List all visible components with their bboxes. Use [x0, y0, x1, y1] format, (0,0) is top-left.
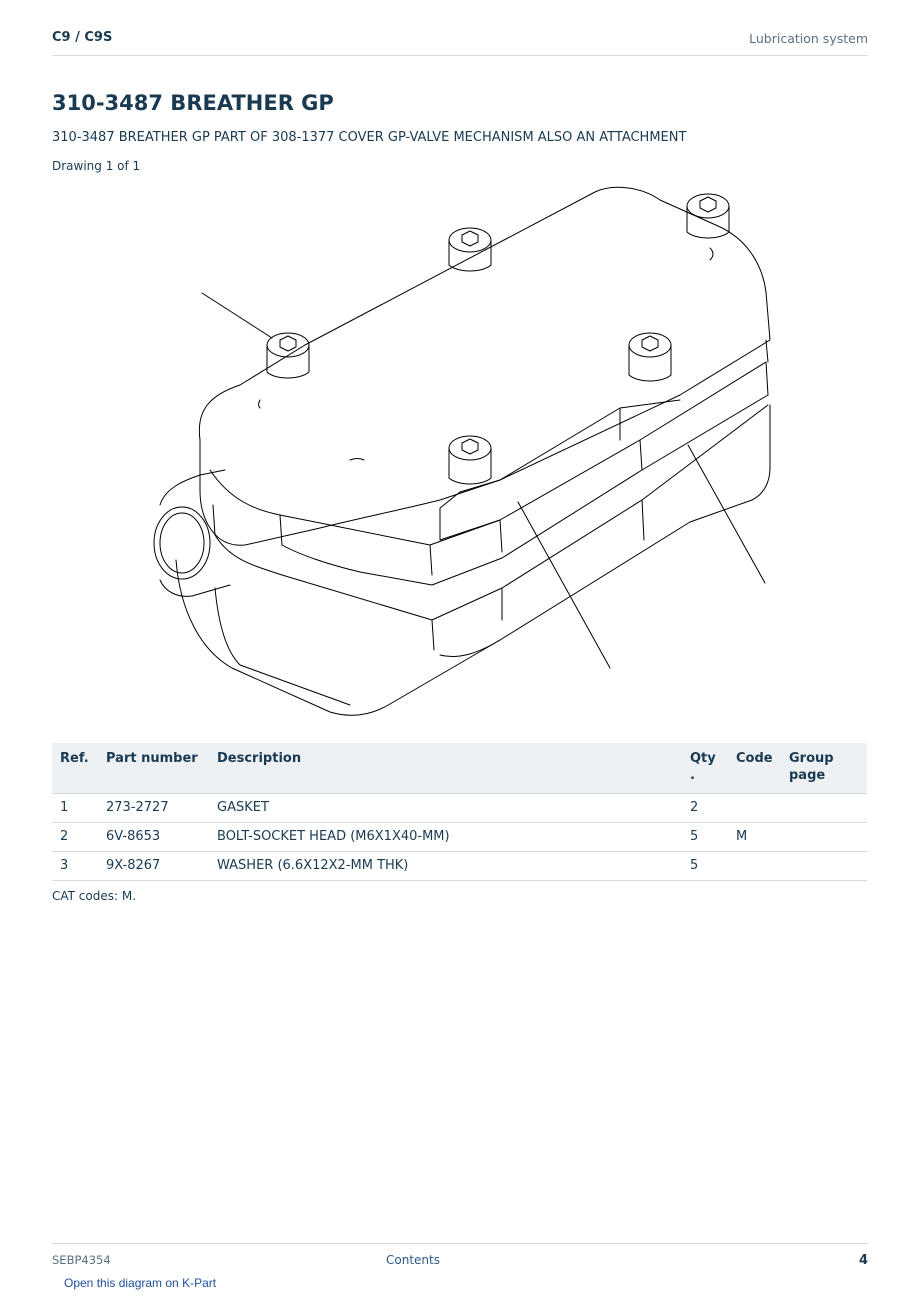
bolt-2 — [449, 228, 491, 271]
cell-qty: 5 — [682, 852, 728, 881]
leader-line-gasket-lower — [518, 502, 610, 668]
cell-code: M — [728, 823, 781, 852]
cell-part-number: 6V-8653 — [98, 823, 209, 852]
header-ref: Ref. — [52, 743, 98, 794]
header-group-page — [781, 743, 867, 794]
page-number: 4 — [858, 1253, 868, 1268]
leader-line-gasket-upper — [688, 445, 765, 583]
cell-group-page — [781, 794, 867, 823]
cell-ref: 1 — [52, 794, 98, 823]
bolt-5 — [449, 436, 491, 484]
cell-ref: 2 — [52, 823, 98, 852]
page-title: 310-3487 BREATHER GP — [52, 91, 334, 115]
drawing-count: Drawing 1 of 1 — [52, 159, 141, 173]
document-id: SEBP4354 — [52, 1253, 111, 1267]
cell-qty: 5 — [682, 823, 728, 852]
table-header-row — [52, 743, 867, 794]
bolt-heads — [267, 194, 729, 484]
cell-code — [728, 852, 781, 881]
table-row — [52, 794, 867, 823]
part-subtitle: 310-3487 BREATHER GP PART OF 308-1377 COVER GP-VALVE MECHANISM ALSO AN ATTACHMENT — [52, 130, 687, 145]
leader-lines — [202, 293, 765, 668]
cell-group-page — [781, 852, 867, 881]
header-group-line2: page — [789, 768, 826, 783]
table-row — [52, 852, 867, 881]
parts-table — [52, 743, 867, 881]
kpart-diagram-link[interactable]: Open this diagram on K-Part — [64, 1276, 217, 1290]
header-group-line1: Group — [789, 751, 834, 766]
cell-ref: 3 — [52, 852, 98, 881]
cell-description: GASKET — [209, 794, 682, 823]
header-description: Description — [209, 743, 682, 794]
cell-description: BOLT-SOCKET HEAD (M6X1X40-MM) — [209, 823, 682, 852]
page-footer — [52, 1243, 868, 1274]
header-code: Code — [728, 743, 781, 794]
page-header — [52, 28, 868, 56]
section-name: Lubrication system — [749, 31, 868, 46]
header-qty-line2: . — [690, 768, 695, 783]
header-part-number: Part number — [98, 743, 209, 794]
leader-line-bolt — [202, 293, 272, 338]
cell-part-number: 9X-8267 — [98, 852, 209, 881]
bolt-3 — [687, 194, 729, 238]
bolt-4 — [629, 333, 671, 381]
cell-code — [728, 794, 781, 823]
table-row — [52, 823, 867, 852]
cat-codes-note: CAT codes: M. — [52, 889, 137, 903]
diagram-body — [154, 187, 770, 715]
breather-diagram — [140, 180, 780, 725]
header-qty — [682, 743, 728, 794]
cell-group-page — [781, 823, 867, 852]
cell-qty: 2 — [682, 794, 728, 823]
cell-description: WASHER (6.6X12X2-MM THK) — [209, 852, 682, 881]
cell-part-number: 273-2727 — [98, 794, 209, 823]
model-names: C9 / C9S — [52, 30, 113, 45]
contents-link[interactable]: Contents — [386, 1253, 440, 1267]
header-qty-line1: Qty — [690, 751, 716, 766]
